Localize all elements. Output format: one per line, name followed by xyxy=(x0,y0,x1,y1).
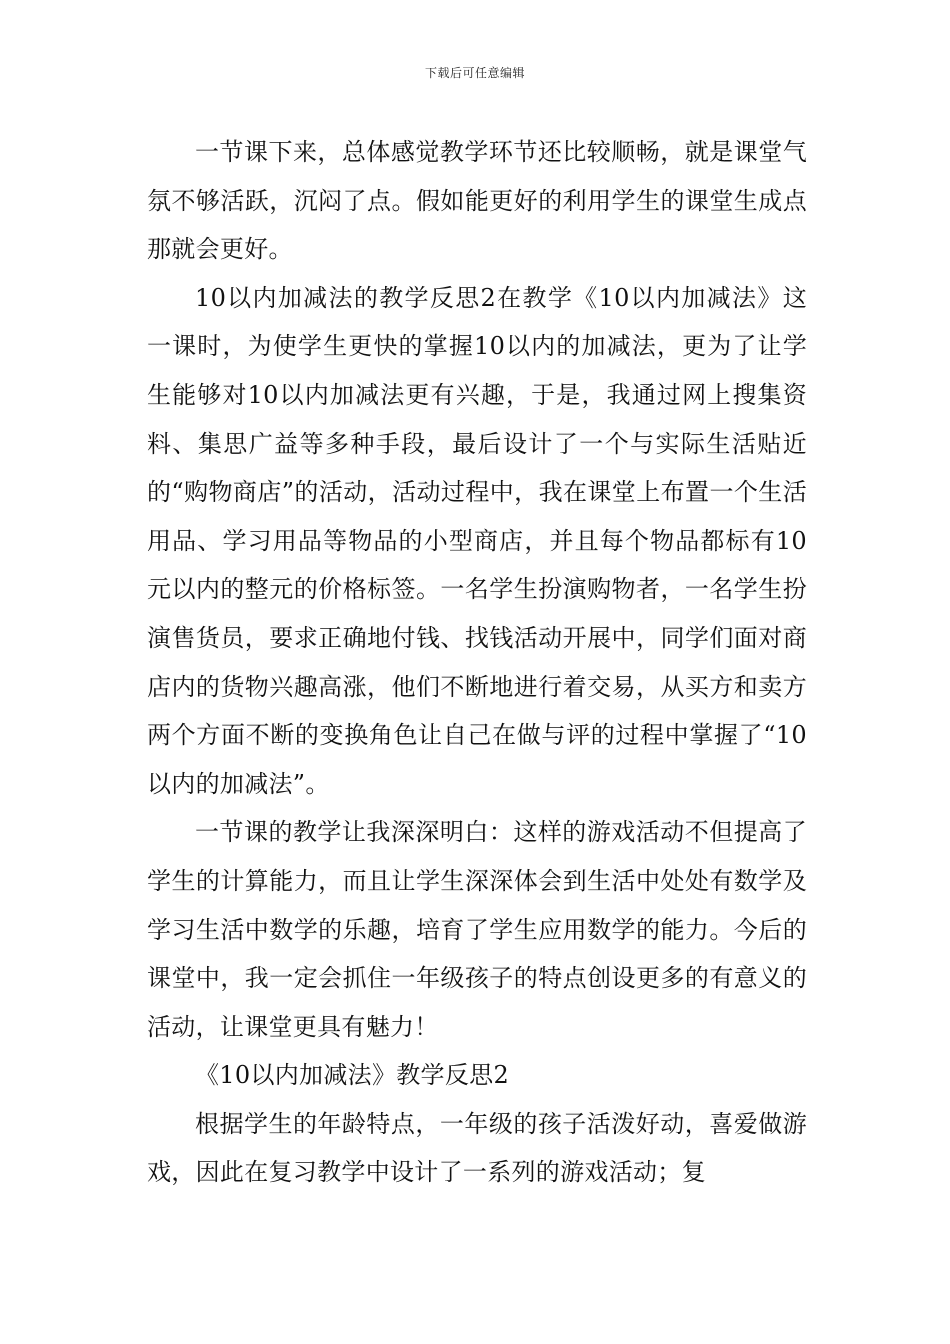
paragraph-1: 一节课下来，总体感觉教学环节还比较顺畅，就是课堂气氛不够活跃，沉闷了点。假如能更好的利用学生的课堂生成点那就会更好。 xyxy=(147,138,807,264)
section-heading: 《10以内加减法》教学反思2 xyxy=(195,1061,510,1090)
paragraph-4: 根据学生的年龄特点，一年级的孩子活泼好动，喜爱做游戏，因此在复习教学中设计了一系列的游戏活动；复 xyxy=(147,1109,807,1187)
document-body xyxy=(147,128,807,1197)
page-header-note: 下载后可任意编辑 xyxy=(424,66,525,80)
paragraph-2: 10以内加减法的教学反思2在教学《10以内加减法》这一课时，为使学生更快的掌握10以内的加减法，更为了让学生能够对10以内加减法更有兴趣，于是，我通过网上搜集资料、集思广益等多种手段，最后设计了一个与实际生活贴近的“购物商店”的活动，活动过程中，我在课堂上布置一个生活用品、学习用品等物品的小型商店，并且每个物品都标有10元以内的整元的价格标签。一名学生扮演购物者，一名学生扮演售货员，要求正确地付钱、找钱活动开展中，同学们面对商店内的货物兴趣高涨，他们不断地进行着交易，从买方和卖方两个方面不断的变换角色让自己在做与评的过程中掌握了“10以内的加减法”。 xyxy=(147,283,807,798)
paragraph-3: 一节课的教学让我深深明白：这样的游戏活动不但提高了学生的计算能力，而且让学生深深体会到生活中处处有数学及学习生活中数学的乐趣，培育了学生应用数学的能力。今后的课堂中，我一定会抓住一年级孩子的特点创设更多的有意义的活动，让课堂更具有魅力！ xyxy=(147,818,807,1041)
